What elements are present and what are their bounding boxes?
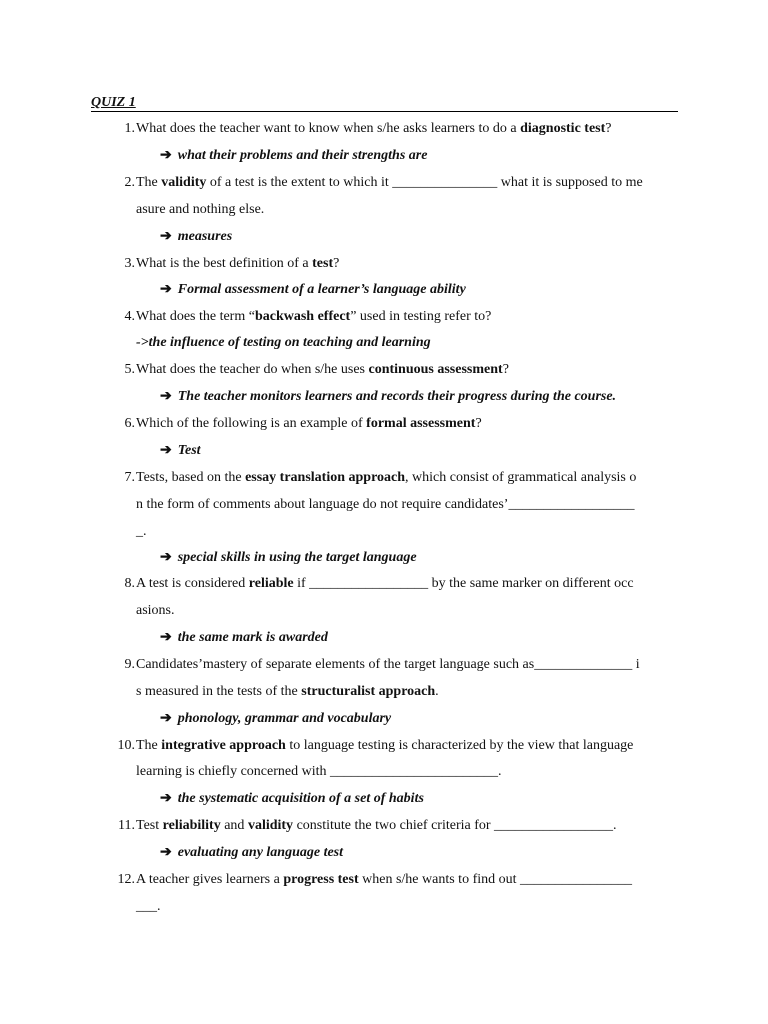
question-5: 5. What does the teacher do when s/he uses continuous assessment? [124, 362, 509, 377]
question-9-cont: s measured in the tests of the structuralist approach. [136, 684, 439, 699]
arrow-icon: ➔ [160, 550, 172, 565]
question-8-cont: asions. [136, 603, 175, 618]
question-10-cont: learning is chiefly concerned with ________________________. [136, 764, 502, 779]
answer-2: ➔ measures [160, 229, 233, 244]
question-1: 1. What does the teacher want to know when s/he asks learners to do a diagnostic test? [124, 121, 612, 136]
quiz-title: QUIZ 1 [91, 94, 678, 112]
arrow-icon: ➔ [160, 443, 172, 458]
arrow-icon: ➔ [160, 229, 172, 244]
answer-3: ➔ Formal assessment of a learner’s language ability [160, 282, 466, 297]
answer-10: ➔ the systematic acquisition of a set of habits [160, 791, 424, 806]
answer-7: ➔ special skills in using the target language [160, 550, 417, 565]
question-7: 7. Tests, based on the essay translation approach, which consist of grammatical analysis o [124, 470, 637, 485]
arrow-icon: ➔ [160, 711, 172, 726]
question-11: 11. Test reliability and validity constitute the two chief criteria for _________________. [118, 818, 617, 833]
answer-1: ➔ what their problems and their strengths are [160, 148, 428, 163]
arrow-icon: ➔ [160, 845, 172, 860]
arrow-icon: ➔ [160, 282, 172, 297]
arrow-icon: ➔ [160, 630, 172, 645]
question-2-cont: asure and nothing else. [136, 202, 265, 217]
question-9: 9. Candidates’mastery of separate elements of the target language such as______________ i [124, 657, 640, 672]
question-7-cont: n the form of comments about language do not require candidates’__________________ [136, 497, 635, 512]
arrow-icon: ➔ [160, 791, 172, 806]
answer-9: ➔ phonology, grammar and vocabulary [160, 711, 392, 726]
question-10: 10. The integrative approach to language testing is characterized by the view that language [117, 738, 634, 753]
arrow-icon: ➔ [160, 389, 172, 404]
answer-11: ➔ evaluating any language test [160, 845, 344, 860]
question-7-cont2: _. [136, 524, 147, 539]
answer-6: ➔ Test [160, 443, 201, 458]
question-8: 8. A test is considered reliable if _________________ by the same marker on different occ [124, 576, 634, 591]
answer-8: ➔ the same mark is awarded [160, 630, 328, 645]
arrow-icon: ➔ [160, 148, 172, 163]
question-3: 3. What is the best definition of a test? [124, 256, 340, 271]
question-2: 2. The validity of a test is the extent to which it _______________ what it is supposed to me [124, 175, 643, 190]
question-12-cont: ___. [136, 899, 161, 914]
question-4: 4. What does the term “backwash effect” used in testing refer to? [124, 309, 492, 324]
answer-5: ➔ The teacher monitors learners and records their progress during the course. [160, 389, 617, 404]
question-6: 6. Which of the following is an example of formal assessment? [124, 416, 482, 431]
question-12: 12. A teacher gives learners a progress test when s/he wants to find out ________________ [117, 872, 633, 887]
answer-4: ->the influence of testing on teaching and learning [136, 335, 431, 350]
